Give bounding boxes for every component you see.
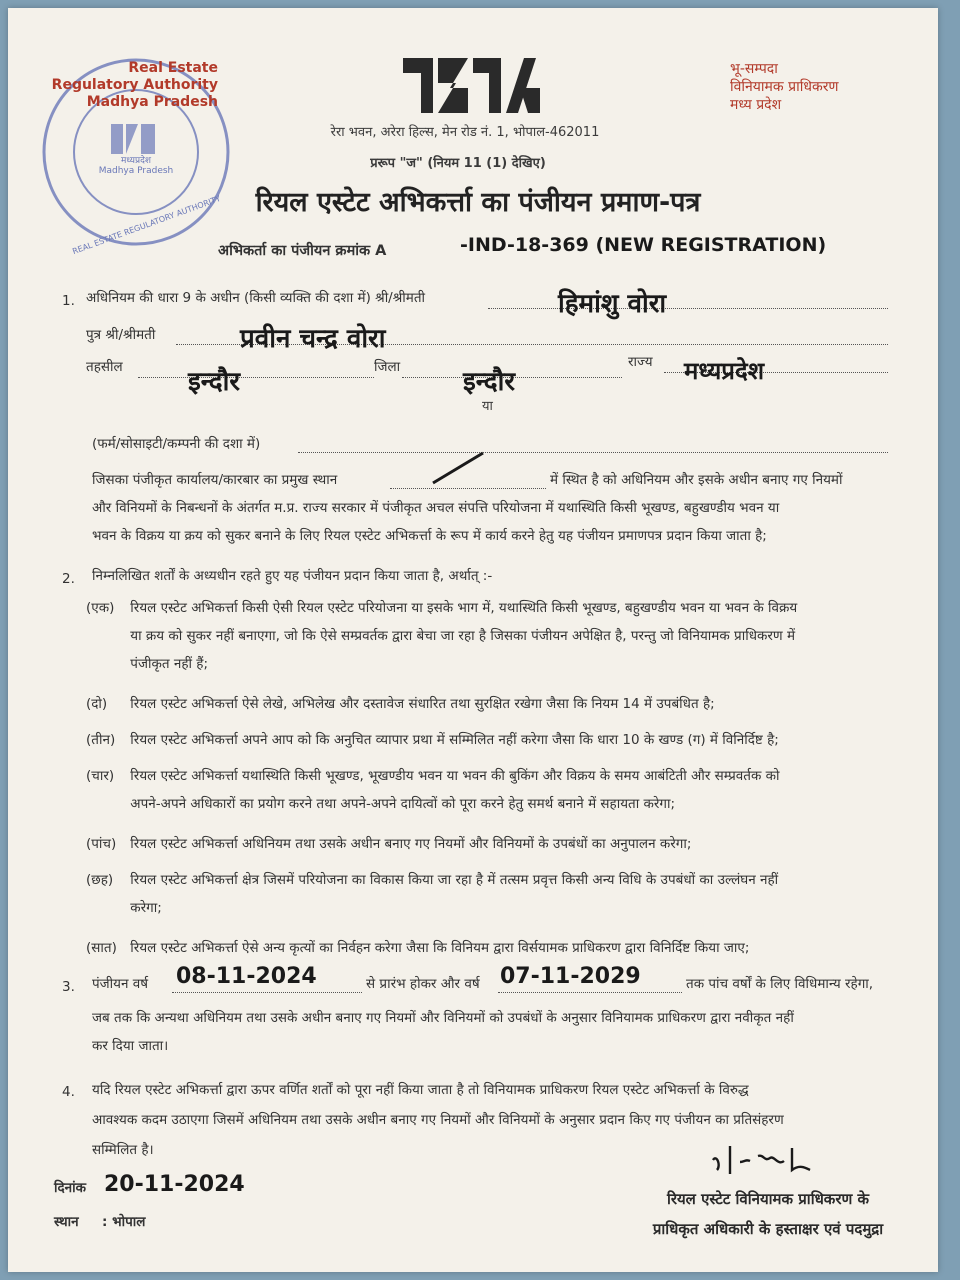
agent-name: हिमांशु वोरा <box>558 289 667 319</box>
section3-line2: जब तक कि अन्यथा अधिनियम तथा उसके अधीन बनाए गए नियमों और विनियमों को उपबंधों के अनुसार विनियामक प्राधिकरण द्वारा नवीकृत नहीं <box>92 1010 794 1026</box>
strike-mark <box>428 448 488 488</box>
stamp-text: Real Estate Regulatory Authority Madhya Pradesh <box>51 60 218 110</box>
section4-line1: यदि रियल एस्टेट अभिकर्त्ता द्वारा ऊपर वर्णित शर्तों को पूरा नहीं किया जाता है तो विनियामक प्राधिकरण रियल एस्टेट अभिकर्त्ता के विरुद्ध <box>92 1082 749 1098</box>
condition-item: (सात) रियल एस्टेट अभिकर्त्ता ऐसे अन्य कृत्यों का निर्वहन करेगा जैसा कि विनियम द्वारा विर्सयामक प्राधिकरण द्वारा विनिर्दिष्ट किया जाए; <box>86 940 750 956</box>
section4-line2: आवश्यक कदम उठाएगा जिसमें अधिनियम तथा उसके अधीन बनाए गए नियमों और विनियमों के अनुसार प्रदान किए गए पंजीयन का प्रतिसंहरण <box>92 1112 784 1128</box>
validity-end: तक पांच वर्षों के लिए विधिमान्य रहेगा, <box>686 976 874 992</box>
authority-hindi: भू-सम्पदा विनियामक प्राधिकरण मध्य प्रदेश <box>730 61 839 113</box>
section2-intro: निम्नलिखित शर्तों के अध्यधीन रहते हुए यह पंजीयन प्रदान किया जाता है, अर्थात् :- <box>92 568 493 584</box>
validity-mid: से प्रारंभ होकर और वर्ष <box>366 976 480 992</box>
form-ref: प्ररूप "ज" (नियम 11 (1) देखिए) <box>370 156 546 171</box>
place-value: : भोपाल <box>102 1214 146 1230</box>
condition-item: (पांच) रियल एस्टेट अभिकर्त्ता अधिनियम तथा उसके अधीन बनाए गए नियमों और विनियमों के उपबंधों का अनुपालन करेगा; <box>86 836 692 852</box>
condition-item: (दो) रियल एस्टेट अभिकर्त्ता ऐसे लेखे, अभिलेख और दस्तावेज संधारित तथा सुरक्षित रखेगा जैसा कि नियम 14 में उपबंधित है; <box>86 696 715 712</box>
district-value: इन्दौर <box>463 367 515 397</box>
rera-logo-icon <box>398 48 548 124</box>
reg-label: अभिकर्ता का पंजीयन क्रमांक A <box>218 243 387 259</box>
section-number: 2. <box>62 571 75 587</box>
or-text: या <box>482 399 493 414</box>
address: रेरा भवन, अरेरा हिल्स, मेन रोड नं. 1, भोपाल-462011 <box>330 125 600 140</box>
section-number: 3. <box>62 979 75 995</box>
validity-label: पंजीयन वर्ष <box>92 976 149 992</box>
office-label: जिसका पंजीकृत कार्यालय/कारबार का प्रमुख स्थान <box>92 472 338 488</box>
issue-date: 20-11-2024 <box>104 1172 245 1197</box>
district-label: जिला <box>374 359 401 375</box>
from-date: 08-11-2024 <box>176 964 317 989</box>
page-title: रियल एस्टेट अभिकर्त्ता का पंजीयन प्रमाण-पत्र <box>255 187 701 218</box>
stamp-center: मध्यप्रदेश Madhya Pradesh <box>98 156 174 176</box>
tehsil-label: तहसील <box>86 359 123 375</box>
stamp-ring-text: REAL ESTATE REGULATORY AUTHORITY <box>71 193 222 257</box>
firm-label: (फर्म/सोसाइटी/कम्पनी की दशा में) <box>92 436 261 452</box>
section-number: 1. <box>62 293 75 309</box>
date-label: दिनांक <box>54 1180 87 1196</box>
signatory-block: रियल एस्टेट विनियामक प्राधिकरण के प्राधिकृत अधिकारी के हस्ताक्षर एवं पदमुद्रा <box>652 1190 884 1238</box>
section1-text2: और विनियमों के निबन्धनों के अंतर्गत म.प्र. राज्य सरकार में पंजीकृत अचल संपत्ति परियोजना में यथास्थिति किसी भूखण्ड, बहुखण्डीय भवन या <box>92 500 780 516</box>
place-label: स्थान <box>54 1214 79 1230</box>
certificate-page <box>8 8 938 1272</box>
office-rest: में स्थित है को अधिनियम और इसके अधीन बनाए गए नियमों <box>550 472 843 488</box>
state-label: राज्य <box>628 354 653 370</box>
section4-line3: सम्मिलित है। <box>92 1142 154 1158</box>
condition-item: (तीन) रियल एस्टेट अभिकर्त्ता अपने आप को कि अनुचित व्यापार प्रथा में सम्मिलित नहीं करेगा जैसा कि धारा 10 के खण्ड (ग) में विनिर्दिष्ट है; <box>86 732 779 748</box>
section1-text3: भवन के विक्रय या क्रय को सुकर बनाने के लिए रियल एस्टेट अभिकर्त्ता के रूप में कार्य करने हेतु यह पंजीयन प्रमाणपत्र प्रदान किया जाता है; <box>92 528 767 544</box>
father-name: प्रवीन चन्द्र वोरा <box>240 324 386 354</box>
reg-number: -IND-18-369 (NEW REGISTRATION) <box>460 234 827 256</box>
condition-item: (चार) रियल एस्टेट अभिकर्त्ता यथास्थिति किसी भूखण्ड, भूखण्डीय भवन या भवन की बुकिंग और विक्रय के समय आबंटिती और सम्प्रवर्तक को अपने-अपने अधिकारों का प्रयोग करने तथा अपने-अपने दायित्वों को पूरा करने हेतु समर्थ बनाने में सहायता करेगा; <box>86 768 780 812</box>
section-number: 4. <box>62 1084 75 1100</box>
state-value: मध्यप्रदेश <box>684 357 765 385</box>
condition-item: (छह) रियल एस्टेट अभिकर्त्ता क्षेत्र जिसमें परियोजना का विकास किया जा रहा है में तत्सम प्रवृत्त किसी अन्य विधि के उपबंधों का उल्लंघन नहीं करेगा; <box>86 872 779 916</box>
father-label: पुत्र श्री/श्रीमती <box>86 327 156 343</box>
name-label: अधिनियम की धारा 9 के अधीन (किसी व्यक्ति की दशा में) श्री/श्रीमती <box>86 290 426 306</box>
tehsil-value: इन्दौर <box>188 367 240 397</box>
section3-line3: कर दिया जाता। <box>92 1038 169 1054</box>
to-date: 07-11-2029 <box>500 964 641 989</box>
condition-item: (एक) रियल एस्टेट अभिकर्त्ता किसी ऐसी रियल एस्टेट परियोजना या इसके भाग में, यथास्थिति किसी भूखण्ड, बहुखण्डीय भवन या भवन के विक्रय या क्रय को सुकर नहीं बनाएगा, जो कि ऐसे सम्प्रवर्तक द्वारा बेचा जा रहा है जिसका पंजीयन अपेक्षित है, परन्तु जो विनियामक प्राधिकरण में पंजीकृत नहीं हैं; <box>86 600 798 672</box>
signature-icon <box>708 1142 818 1178</box>
